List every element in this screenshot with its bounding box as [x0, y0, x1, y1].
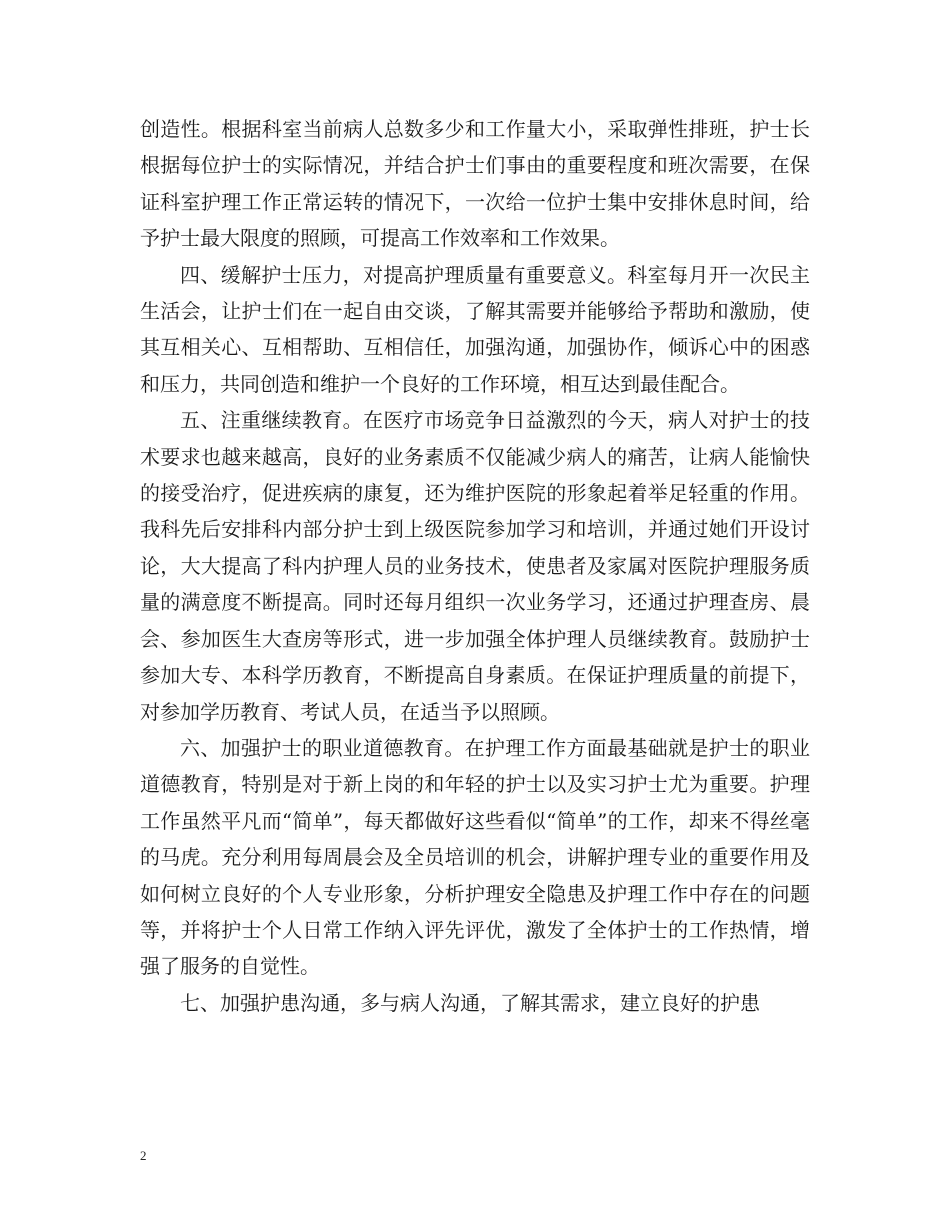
paragraph-section-7: 七、加强护患沟通，多与病人沟通，了解其需求，建立良好的护患	[180, 990, 760, 1015]
paragraph-section-6: 六、加强护士的职业道德教育。在护理工作方面最基础就是护士的职业道德教育，特别是对于新上岗的和年轻的护士以及实习护士尤为重要。护理工作虽然平凡而“简单”，每天都做好这些看似“简单”的工作，却来不得丝毫的马虎。充分利用每周晨会及全员培训的机会，讲解护理专业的重要作用及如何树立良好的个人专业形象，分析护理安全隐患及护理工作中存在的问题等，并将护士个人日常工作纳入评先评优，激发了全体护士的工作热情，增强了服务的自觉性。	[140, 735, 810, 979]
page-number: 2	[140, 1148, 147, 1163]
paragraph-section-5: 五、注重继续教育。在医疗市场竞争日益激烈的今天，病人对护士的技术要求也越来越高，良好的业务素质不仅能减少病人的痛苦，让病人能愉快的接受治疗，促进疾病的康复，还为维护医院的形象起着举足轻重的作用。我科先后安排科内部分护士到上级医院参加学习和培训，并通过她们开设讨论，大大提高了科内护理人员的业务技术，使患者及家属对医院护理服务质量的满意度不断提高。同时还每月组织一次业务学习，还通过护理查房、晨会、参加医生大查房等形式，进一步加强全体护理人员继续教育。鼓励护士参加大专、本科学历教育，不断提高自身素质。在保证护理质量的前提下，对参加学历教育、考试人员，在适当予以照顾。	[140, 408, 810, 724]
paragraph-continuation: 创造性。根据科室当前病人总数多少和工作量大小，采取弹性排班，护士长根据每位护士的实际情况，并结合护士们事由的重要程度和班次需要，在保证科室护理工作正常运转的情况下，一次给一位护士集中安排休息时间，给予护士最大限度的照顾，可提高工作效率和工作效果。	[140, 117, 810, 251]
paragraph-section-4: 四、缓解护士压力，对提高护理质量有重要意义。科室每月开一次民主生活会，让护士们在一起自由交谈，了解其需要并能够给予帮助和激励，使其互相关心、互相帮助、互相信任，加强沟通，加强协作，倾诉心中的困惑和压力，共同创造和维护一个良好的工作环境，相互达到最佳配合。	[140, 262, 810, 396]
document-body	[140, 111, 810, 1021]
